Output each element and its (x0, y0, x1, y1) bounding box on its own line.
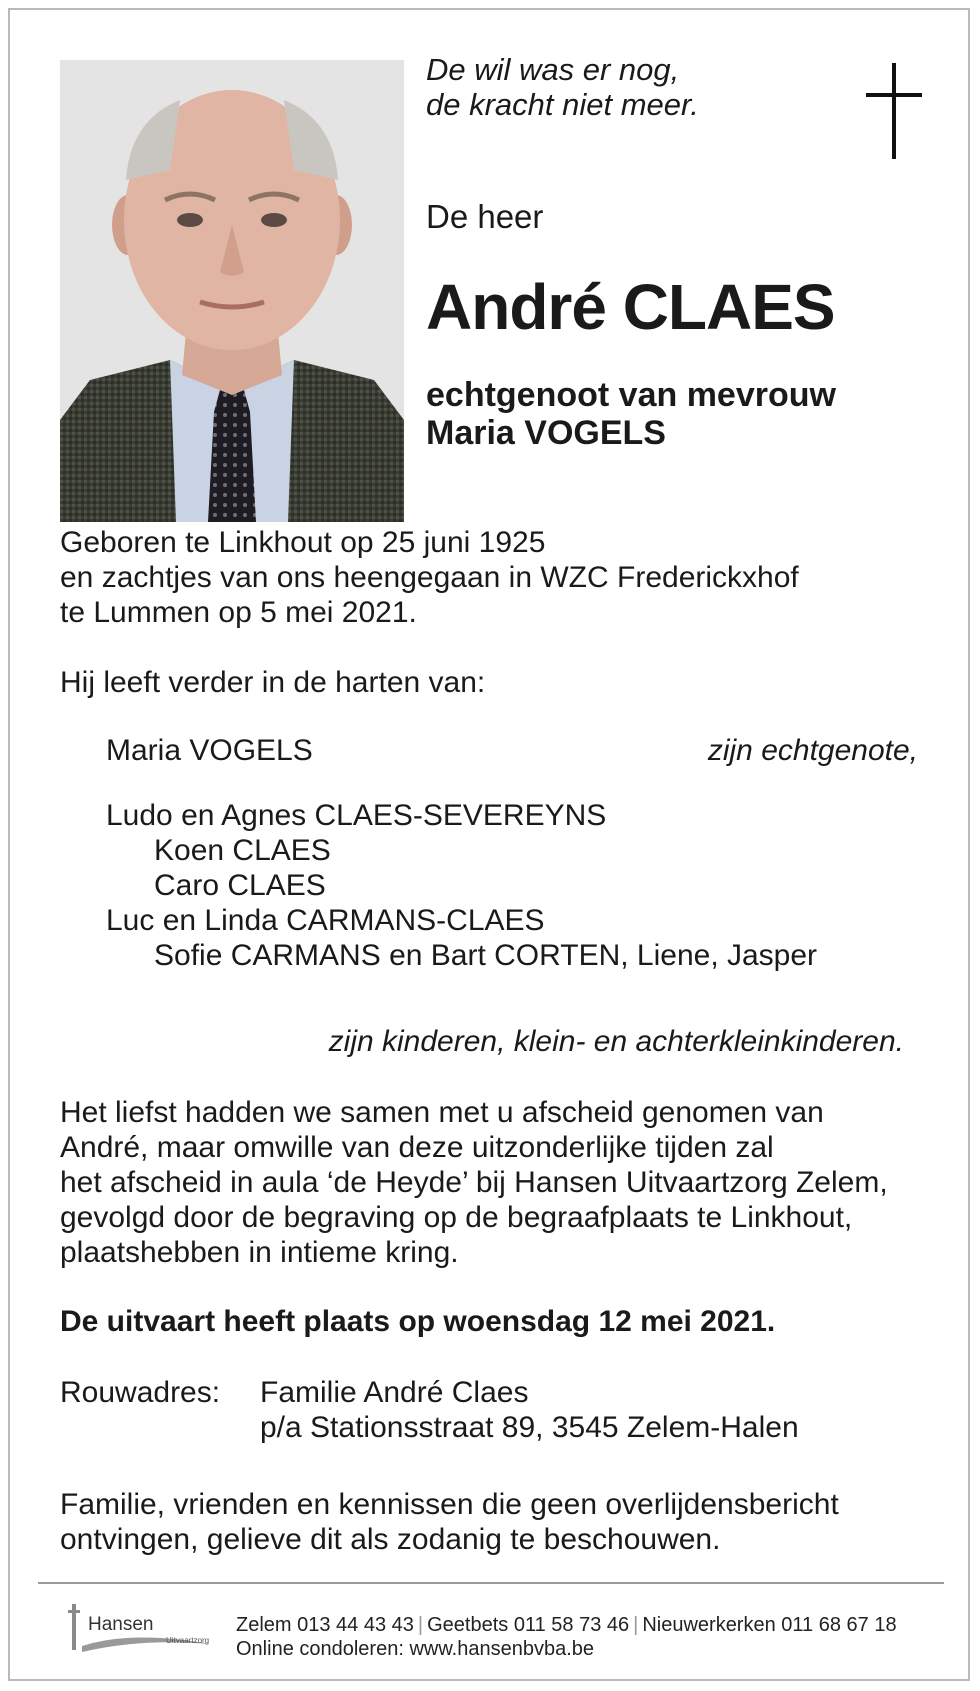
portrait-illustration (60, 60, 404, 522)
online-condolence: Online condoleren: www.hansenbvba.be (236, 1638, 595, 1660)
portrait-photo (60, 60, 404, 522)
verse-line: de kracht niet meer. (426, 87, 699, 122)
family-row (106, 833, 922, 868)
family-row (106, 938, 922, 973)
family-row (106, 798, 922, 833)
family-member: Luc en Linda CARMANS-CLAES (106, 904, 545, 937)
spouse-line: Maria VOGELS (426, 414, 666, 452)
text-line: het afscheid in aula ‘de Heyde’ bij Hansen Uitvaartzorg Zelem, (60, 1166, 888, 1199)
text-line: te Lummen op 5 mei 2021. (60, 596, 417, 629)
separator: | (633, 1614, 639, 1636)
text-line: plaatshebben in intieme kring. (60, 1236, 459, 1269)
separator: | (417, 1614, 424, 1636)
text-line: ontvingen, gelieve dit als zodanig te beschouwen. (60, 1523, 721, 1556)
spouse-line: echtgenoot van mevrouw (426, 376, 836, 414)
phone-geetbets: Geetbets 011 58 73 46 (427, 1614, 630, 1636)
logo-subtitle: Uitvaartzorg (166, 1636, 210, 1645)
family-row (106, 868, 922, 903)
family-member: Maria VOGELS (106, 734, 313, 767)
spouse-relation: zijn echtgenote, (707, 734, 918, 767)
address-line: p/a Stationsstraat 89, 3545 Zelem-Halen (260, 1411, 799, 1444)
farewell-paragraph (60, 1095, 940, 1270)
text-line: Geboren te Linkhout op 25 juni 1925 (60, 526, 546, 559)
family-member: Ludo en Agnes CLAES-SEVEREYNS (106, 799, 607, 832)
spouse-info (426, 376, 836, 452)
address-line: Familie André Claes (260, 1376, 529, 1409)
verse (426, 52, 699, 122)
phone-line (236, 1613, 897, 1637)
text-line: Familie, vrienden en kennissen die geen overlijdensbericht (60, 1488, 839, 1521)
funeral-date: De uitvaart heeft plaats op woensdag 12 mei 2021. (60, 1305, 776, 1338)
text-line: André, maar omwille van deze uitzonderlijke tijden zal (60, 1131, 774, 1164)
footer-divider (38, 1582, 944, 1584)
footer-contacts (236, 1613, 897, 1661)
family-list (106, 733, 922, 973)
spacer (106, 768, 922, 798)
logo-name: Hansen (88, 1614, 154, 1635)
text-line: en zachtjes van ons heengegaan in WZC Frederickxhof (60, 561, 799, 594)
family-row (106, 733, 922, 768)
honorific: De heer (426, 198, 544, 235)
deceased-name: André CLAES (426, 271, 835, 343)
text-line: gevolgd door de begraving op de begraafplaats te Linkhout, (60, 1201, 853, 1234)
family-row (106, 903, 922, 938)
phone-zelem: Zelem 013 44 43 43 (236, 1614, 414, 1636)
children-relation: zijn kinderen, klein- en achterkleinkinderen. (328, 1025, 904, 1058)
cross-icon (866, 63, 922, 159)
text-line: Het liefst hadden we samen met u afscheid genomen van (60, 1096, 824, 1129)
heart-intro: Hij leeft verder in de harten van: (60, 666, 486, 699)
birth-death-text (60, 525, 799, 630)
address-label: Rouwadres: (60, 1376, 221, 1409)
closing-note (60, 1487, 839, 1557)
family-member: Caro CLAES (154, 869, 326, 902)
mourning-address (260, 1375, 799, 1445)
verse-line: De wil was er nog, (426, 52, 680, 87)
family-member: Sofie CARMANS en Bart CORTEN, Liene, Jasper (154, 939, 818, 972)
phone-nieuwerkerken: Nieuwerkerken 011 68 67 18 (642, 1614, 897, 1636)
family-member: Koen CLAES (154, 834, 331, 867)
obituary-card (8, 8, 970, 1681)
